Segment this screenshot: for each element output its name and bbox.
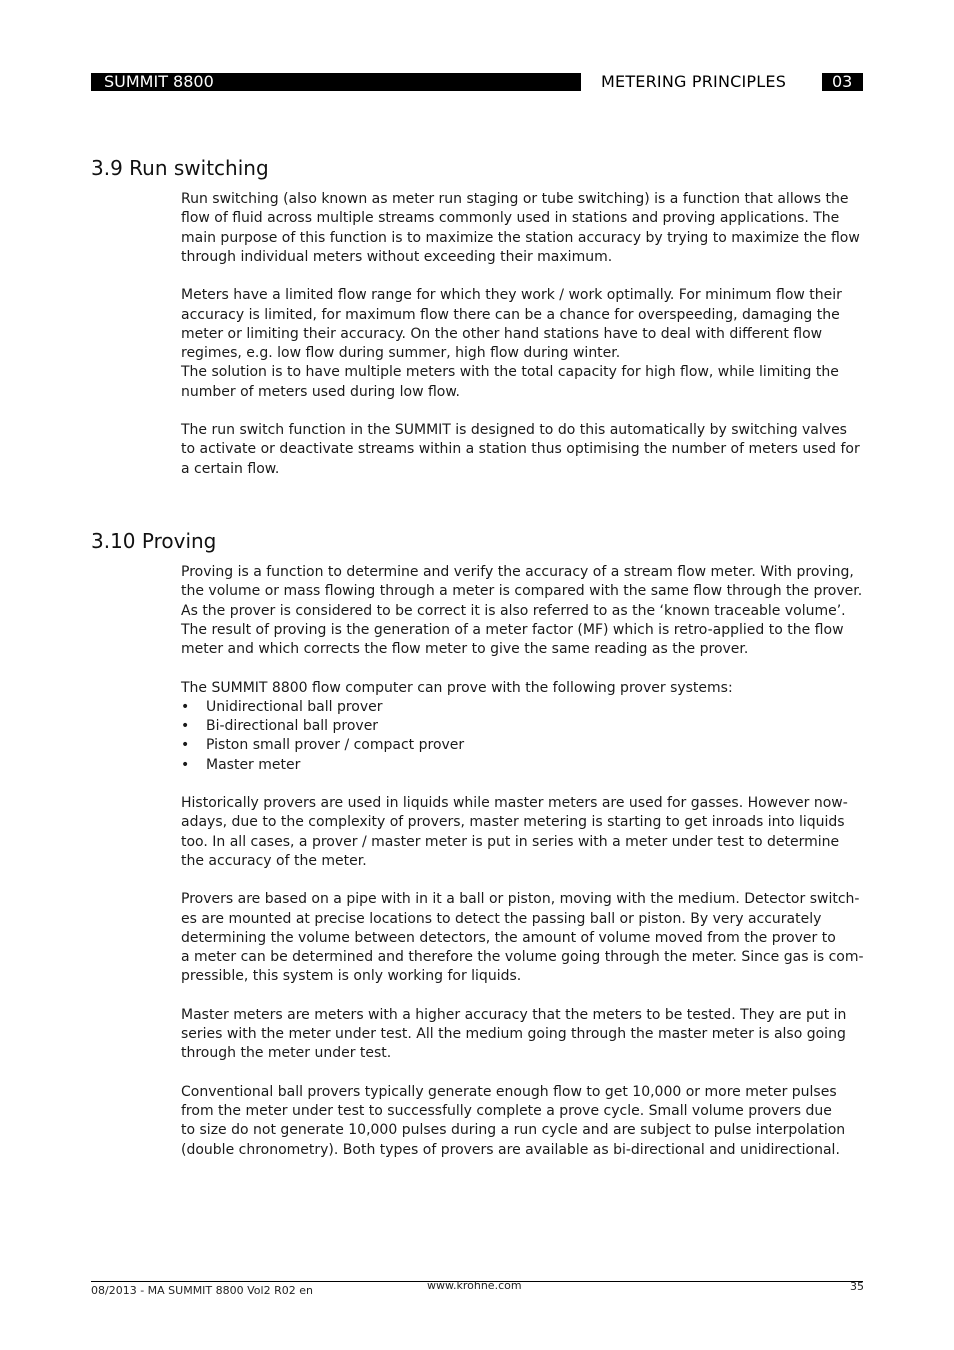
text-line: es are mounted at precise locations to detect the passing ball or piston. By very accurately — [181, 910, 822, 927]
text-line: meter and which corrects the flow meter to give the same reading as the prover. — [181, 641, 749, 657]
text-line: through the meter under test. — [181, 1045, 392, 1062]
text-line: Meters have a limited flow range for which they work / work optimally. For minimum flow their — [181, 287, 842, 304]
text-line: adays, due to the complexity of provers, master metering is starting to get inroads into liquids — [181, 814, 845, 831]
prover-system-list — [181, 698, 871, 775]
text-line: number of meters used during low flow. — [181, 383, 460, 400]
bullet-icon: • — [181, 737, 190, 754]
list-item-label: Bi-directional ball prover — [206, 718, 379, 734]
list-item — [181, 698, 871, 717]
chapter-number: 03 — [832, 72, 853, 91]
text-line: pressible, this system is only working for liquids. — [181, 968, 522, 985]
text-line: meter or limiting their accuracy. On the other hand stations have to deal with different flow — [181, 325, 823, 342]
page-number: 35 — [850, 1280, 864, 1293]
text-line: Conventional ball provers typically generate enough flow to get 10,000 or more meter pulses — [181, 1083, 837, 1100]
list-item — [181, 736, 871, 755]
footer-doc-ref: 08/2013 - MA SUMMIT 8800 Vol2 R02 en — [91, 1284, 313, 1297]
text-line: series with the meter under test. All the medium going through the master meter is also going — [181, 1026, 846, 1042]
text-line: determining the volume between detectors, the amount of volume moved from the prover to — [181, 929, 836, 946]
text-line: from the meter under test to successfully complete a prove cycle. Small volume provers due — [181, 1103, 832, 1119]
list-item — [181, 717, 871, 736]
list-item — [181, 756, 871, 775]
bullet-icon: • — [181, 698, 190, 715]
list-item-label: Piston small prover / compact prover — [206, 737, 465, 754]
text-line: through individual meters without exceeding their maximum. — [181, 248, 613, 265]
bullet-icon: • — [181, 756, 190, 773]
text-line: to activate or deactivate streams within a station thus optimising the number of meters used for — [181, 441, 860, 458]
text-line: As the prover is considered to be correct it is also referred to as the ‘known traceable volume’. — [181, 602, 846, 619]
list-item-label: Master meter — [206, 756, 301, 773]
paragraph-gap — [181, 871, 871, 890]
text-line: flow of fluid across multiple streams commonly used in stations and proving applications. The — [181, 210, 840, 227]
paragraph-gap — [181, 775, 871, 794]
product-title: SUMMIT 8800 — [104, 72, 214, 91]
paragraph-gap — [181, 659, 871, 678]
proving-body — [181, 563, 871, 1160]
chapter-title: METERING PRINCIPLES — [601, 72, 787, 91]
paragraph-gap — [181, 267, 871, 286]
proving-intro — [181, 563, 871, 698]
paragraph-gap — [181, 1064, 871, 1083]
bullet-icon: • — [181, 718, 190, 734]
text-line: regimes, e.g. low flow during summer, high flow during winter. — [181, 345, 621, 361]
text-line: The run switch function in the SUMMIT is designed to do this automatically by switching valves — [181, 422, 847, 438]
text-line: the accuracy of the meter. — [181, 852, 367, 869]
text-line: to size do not generate 10,000 pulses during a run cycle and are subject to pulse interpolation — [181, 1122, 846, 1139]
text-line: Provers are based on a pipe with in it a ball or piston, moving with the medium. Detector switch- — [181, 891, 860, 908]
text-line: a certain flow. — [181, 460, 280, 477]
footer-website: www.krohne.com — [427, 1279, 522, 1292]
text-line: Master meters are meters with a higher accuracy that the meters to be tested. They are put in — [181, 1006, 847, 1023]
text-line: main purpose of this function is to maximize the station accuracy by trying to maximize the flow — [181, 229, 860, 246]
text-line: a meter can be determined and therefore the volume going through the meter. Since gas is com- — [181, 949, 864, 965]
text-line: (double chronometry). Both types of provers are available as bi-directional and unidirectional. — [181, 1141, 840, 1158]
text-line: Proving is a function to determine and verify the accuracy of a stream flow meter. With proving, — [181, 564, 854, 580]
text-line: The SUMMIT 8800 flow computer can prove with the following prover systems: — [181, 679, 733, 696]
proving-details — [181, 775, 871, 1160]
list-item-label: Unidirectional ball prover — [206, 698, 383, 715]
text-line: Run switching (also known as meter run staging or tube switching) is a function that allows the — [181, 191, 849, 207]
text-line: accuracy is limited, for maximum flow there can be a chance for overspeeding, damaging the — [181, 306, 840, 323]
section-heading-run-switching: 3.9 Run switching — [91, 156, 269, 180]
paragraph-gap — [181, 402, 871, 421]
section-heading-proving: 3.10 Proving — [91, 529, 217, 553]
text-line: Historically provers are used in liquids while master meters are used for gasses. However now- — [181, 795, 848, 811]
paragraph-gap — [181, 987, 871, 1006]
text-line: too. In all cases, a prover / master meter is put in series with a meter under test to determine — [181, 833, 840, 850]
run-switching-body — [181, 190, 871, 479]
text-line: The solution is to have multiple meters with the total capacity for high flow, while limiting the — [181, 364, 839, 381]
text-line: The result of proving is the generation of a meter factor (MF) which is retro-applied to the flow — [181, 621, 844, 638]
text-line: the volume or mass flowing through a meter is compared with the same flow through the prover. — [181, 583, 863, 600]
